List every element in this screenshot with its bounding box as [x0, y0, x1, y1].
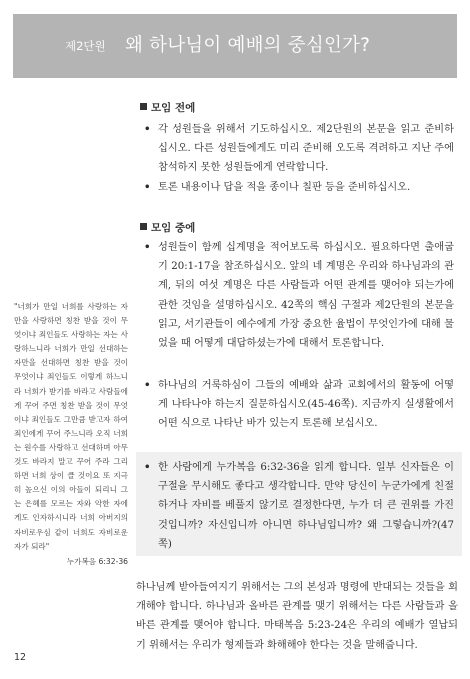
- list-item: [144, 120, 454, 178]
- bullet-text: 하나님의 거룩하심이 그들의 예배와 삶과 교회에서의 활동에 어떻게 나타나야 하는지 질문하십시오(45-46쪽). 지금까지 실생활에서 어떤 식으로 나타난 바가 있는지 토론해 보십시오.: [158, 380, 454, 430]
- bullet-dot-icon: •: [144, 123, 151, 135]
- bullet-dot-icon: •: [144, 461, 151, 473]
- section-heading-before-meeting: 모임 전에: [140, 100, 195, 115]
- bullet-text: 토론 내용이나 답을 적을 종이나 칠판 등을 준비하십시오.: [158, 182, 411, 193]
- page-number: 12: [14, 652, 27, 663]
- bullet-dot-icon: •: [144, 379, 151, 391]
- list-item: [144, 238, 454, 353]
- quote-reference: 누가복음 6:32-36: [66, 556, 128, 566]
- list-item: [144, 178, 454, 197]
- sidebar-scripture-quote: [14, 300, 128, 569]
- square-bullet-icon: [140, 103, 147, 110]
- quote-text: "너희가 만일 너희를 사랑하는 자만을 사랑하면 칭찬 받을 것이 무엇이냐 죄인들도 사랑하는 자는 사랑하느니라 너희가 만일 선대하는 자만을 선대하면 칭찬 받을 것이 무엇이냐 죄인들도 이렇게 하느니라 너희가 받기를 바라고 사람들에게 꾸어 주면 칭찬 받을 것이 무엇이냐 죄인들도 그만큼 받고자 하여 죄인에게 꾸어 주느니라 오직 너희는 원수를 사랑하고 선대하며 아무 것도 바라지 말고 꾸어 주라 그리하면 너희 상이 클 것이요 또 지극히 높으신 이의 아들이 되리니 그는 은혜를 모르는 자와 악한 자에게도 인자하시니라 너희 아버지의 자비로우심 같이 너희도 자비로운 자가 되라": [14, 302, 128, 551]
- page-title: 왜 하나님이 예배의 중심인가?: [125, 35, 371, 56]
- bullet-text: 한 사람에게 누가복음 6:32-36을 읽게 합니다. 일부 신자들은 이 구절을 무시해도 좋다고 생각합니다. 만약 당신이 누군가에게 친절하거나 자비를 베풀지 않기로 결정한다면, 누가 더 큰 권위를 가진 것입니까? 자신입니까 아니면 하나님입니까? 왜 그렇습니까?(47쪽): [158, 462, 454, 550]
- unit-header-band: [13, 14, 457, 78]
- square-bullet-icon: [140, 223, 147, 230]
- closing-paragraph: 하나님께 받아들여지기 위해서는 그의 본성과 명령에 반대되는 것들을 회개해야 합니다. 하나님과 올바른 관계를 맺기 위해서는 다른 사람들과 올바른 관계를 맺어야 합니다. 마태복음 5:23-24은 우리의 예배가 열납되기 위해서는 우리가 형제들과 화해해야 한다는 것을 말해줍니다.: [136, 582, 458, 651]
- bullet-dot-icon: •: [144, 241, 151, 253]
- unit-label: 제2단원: [65, 39, 106, 53]
- bullet-text: 각 성원들을 위해서 기도하십시오. 제2단원의 본문을 읽고 준비하십시오. 다른 성원들에게도 미리 준비해 오도록 격려하고 지난 주에 참석하지 못한 성원들에게 연락합니다.: [158, 124, 454, 174]
- list-item: [144, 376, 454, 434]
- bullet-dot-icon: •: [144, 181, 151, 193]
- bullet-text: 성원들이 함께 십계명을 적어보도록 하십시오. 필요하다면 출애굽기 20:1-17을 참조하십시오. 앞의 네 계명은 우리와 하나님과의 관계, 뒤의 여섯 계명은 다른 사람들과 어떤 관계를 맺어야 되는가에 관한 것임을 설명하십시오. 42쪽의 핵심 구절과 제2단원의 본문을 읽고, 서기관들이 예수에게 가장 중요한 율법이 무엇인가에 대해 물었을 때 어떻게 대답하셨는가에 대해서 토론합니다.: [158, 242, 454, 350]
- list-item: [144, 458, 454, 554]
- section-heading-during-meeting: 모임 중에: [140, 220, 195, 235]
